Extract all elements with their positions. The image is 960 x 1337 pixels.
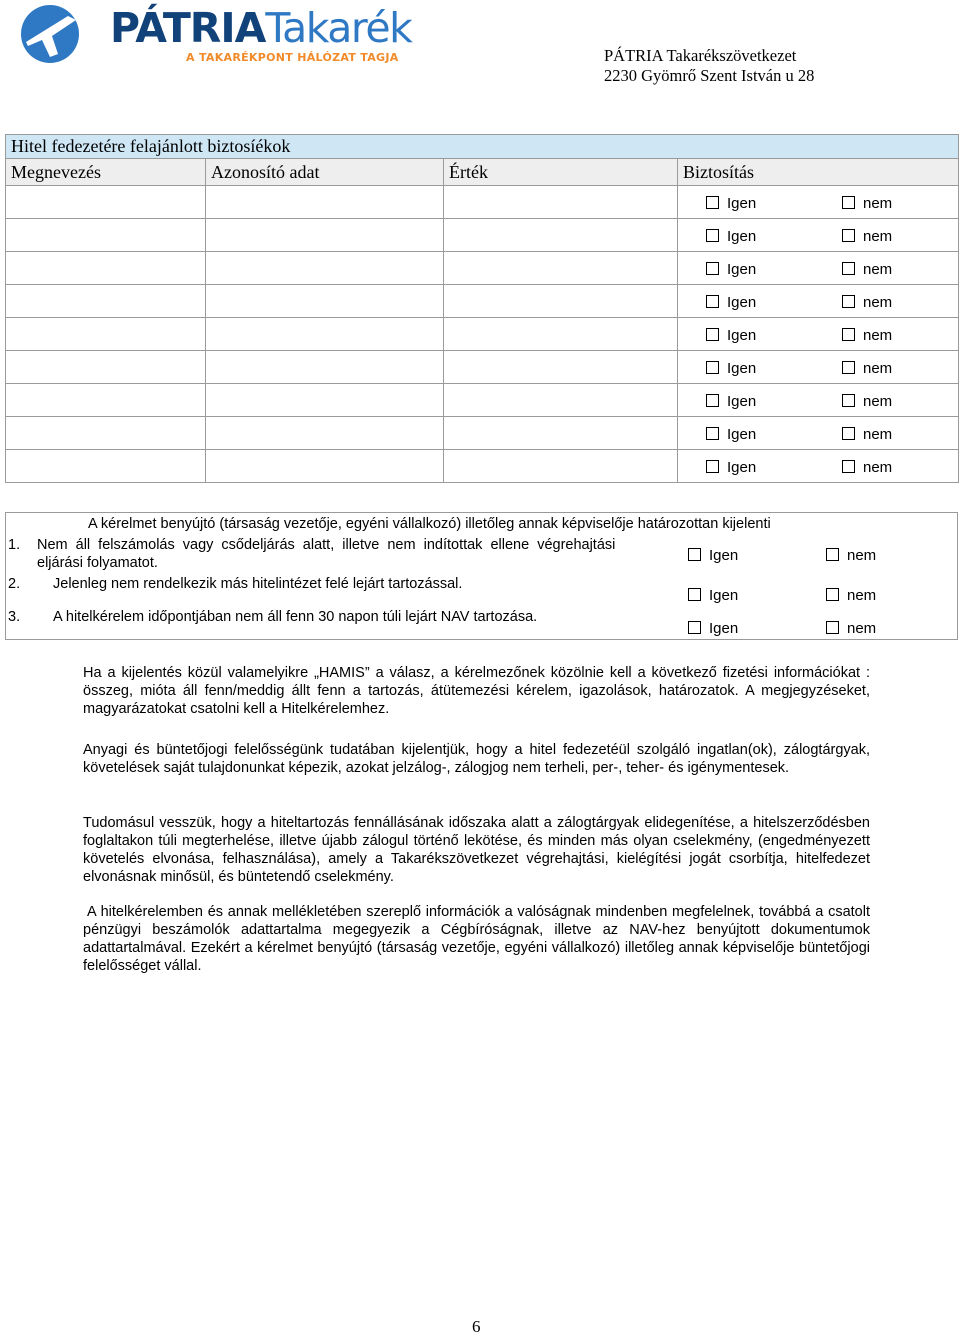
checkbox-icon bbox=[842, 262, 855, 275]
declaration-2-yes[interactable]: Igen bbox=[688, 587, 738, 604]
cell-name[interactable] bbox=[6, 384, 206, 417]
table-row bbox=[6, 285, 959, 318]
cell-id[interactable] bbox=[206, 318, 444, 351]
column-header-id: Azonosító adat bbox=[206, 159, 444, 186]
insurance-no-option[interactable]: nem bbox=[842, 459, 892, 476]
paragraph-false-answer: Ha a kijelentés közül valamelyikre „HAMIS” a válasz, a kérelmezőnek közölnie kell a következő fizetési információkat : összeg, mióta áll fenn/meddig állt fenn a tartozás, átütemezési kérelem, igazolások, határozatok. A megjegyzéseket, magyarázatokat csatolni kell a Hitelkérelemhez. bbox=[83, 665, 870, 717]
cell-value[interactable] bbox=[444, 252, 678, 285]
cell-name[interactable] bbox=[6, 450, 206, 483]
insurance-no-option[interactable]: nem bbox=[842, 327, 892, 344]
cell-id[interactable] bbox=[206, 285, 444, 318]
checkbox-icon bbox=[826, 621, 839, 634]
insurance-yes-option[interactable]: Igen bbox=[706, 393, 756, 410]
cell-name[interactable] bbox=[6, 186, 206, 219]
cell-insurance bbox=[678, 384, 959, 417]
item-text-line1: A hitelkérelem időpontjában nem áll fenn 30 napon túli lejárt NAV tartozása. bbox=[53, 609, 538, 625]
insurance-yes-option[interactable]: Igen bbox=[706, 195, 756, 212]
item-text-line2: eljárási folyamatot. bbox=[37, 555, 158, 571]
cell-value[interactable] bbox=[444, 417, 678, 450]
insurance-no-option[interactable]: nem bbox=[842, 393, 892, 410]
cell-insurance bbox=[678, 252, 959, 285]
cell-name[interactable] bbox=[6, 219, 206, 252]
cell-id[interactable] bbox=[206, 384, 444, 417]
cell-id[interactable] bbox=[206, 450, 444, 483]
paragraph-pledge: Tudomásul vesszük, hogy a hiteltartozás fennállásának időszaka alatt a zálogtárgyak elidegenítése, a hitelszerződésben foglaltakon túli megterhelése, illetve újabb zálogul történő lekötése, és minden más olyan cselekmény, (engedményezett követelés elvonása, felhasználása), amely a Takarékszövetkezet végrehajtási, kielégítési jogát csorbítja, hitelfedezet elvonásnak minősül, és büntetendő cselekmény. bbox=[83, 815, 870, 885]
cell-id[interactable] bbox=[206, 219, 444, 252]
checkbox-icon bbox=[706, 460, 719, 473]
logo-brand-text: PÁTRIATakarék bbox=[110, 4, 412, 52]
checkbox-icon bbox=[688, 548, 701, 561]
table-row bbox=[6, 186, 959, 219]
cell-name[interactable] bbox=[6, 417, 206, 450]
checkbox-icon bbox=[842, 295, 855, 308]
checkbox-icon bbox=[826, 548, 839, 561]
declaration-1-no[interactable]: nem bbox=[826, 547, 876, 564]
column-header-value: Érték bbox=[444, 159, 678, 186]
cell-value[interactable] bbox=[444, 450, 678, 483]
declaration-3-no[interactable]: nem bbox=[826, 620, 876, 637]
checkbox-icon bbox=[706, 328, 719, 341]
checkbox-icon bbox=[706, 196, 719, 209]
cell-insurance bbox=[678, 318, 959, 351]
checkbox-icon bbox=[842, 328, 855, 341]
insurance-yes-option[interactable]: Igen bbox=[706, 360, 756, 377]
cell-insurance bbox=[678, 417, 959, 450]
item-number: 1. bbox=[8, 537, 21, 553]
column-header-name: Megnevezés bbox=[6, 159, 206, 186]
insurance-yes-option[interactable]: Igen bbox=[706, 261, 756, 278]
cell-value[interactable] bbox=[444, 351, 678, 384]
company-info bbox=[604, 46, 814, 86]
declaration-2-no[interactable]: nem bbox=[826, 587, 876, 604]
table-title-row bbox=[6, 135, 959, 159]
insurance-no-option[interactable]: nem bbox=[842, 294, 892, 311]
declaration-1-yes[interactable]: Igen bbox=[688, 547, 738, 564]
cell-id[interactable] bbox=[206, 186, 444, 219]
insurance-no-option[interactable]: nem bbox=[842, 195, 892, 212]
insurance-yes-option[interactable]: Igen bbox=[706, 228, 756, 245]
declaration-box bbox=[5, 512, 958, 640]
cell-id[interactable] bbox=[206, 417, 444, 450]
item-text-line1: Nem áll felszámolás vagy csődeljárás alatt, illetve nem indítottak ellene végrehajtási bbox=[37, 537, 616, 553]
logo-tagline: A TAKARÉKPONT HÁLÓZAT TAGJA bbox=[186, 51, 399, 64]
insurance-no-option[interactable]: nem bbox=[842, 228, 892, 245]
table-row bbox=[6, 384, 959, 417]
insurance-no-option[interactable]: nem bbox=[842, 261, 892, 278]
checkbox-icon bbox=[706, 262, 719, 275]
cell-id[interactable] bbox=[206, 252, 444, 285]
checkbox-icon bbox=[842, 361, 855, 374]
cell-insurance bbox=[678, 219, 959, 252]
cell-value[interactable] bbox=[444, 219, 678, 252]
cell-name[interactable] bbox=[6, 252, 206, 285]
checkbox-icon bbox=[706, 295, 719, 308]
cell-value[interactable] bbox=[444, 318, 678, 351]
declaration-lead: A kérelmet benyújtó (társaság vezetője, egyéni vállalkozó) illetőleg annak képviselője határozottan kijelenti bbox=[88, 516, 771, 532]
cell-insurance bbox=[678, 450, 959, 483]
insurance-yes-option[interactable]: Igen bbox=[706, 459, 756, 476]
checkbox-icon bbox=[706, 361, 719, 374]
cell-insurance bbox=[678, 285, 959, 318]
cell-name[interactable] bbox=[6, 351, 206, 384]
cell-name[interactable] bbox=[6, 285, 206, 318]
paragraph-ownership: Anyagi és büntetőjogi felelősségünk tudatában kijelentjük, hogy a hitel fedezetéül szolgáló ingatlan(ok), zálogtárgyak, követelések saját tulajdonunkat képezik, azokat jelzálog-, zálogjog nem terheli, per-, teher- és igénymentesek. bbox=[83, 742, 870, 776]
column-header-insurance: Biztosítás bbox=[678, 159, 959, 186]
company-name: PÁTRIA Takarékszövetkezet bbox=[604, 46, 797, 65]
checkbox-icon bbox=[842, 394, 855, 407]
table-row bbox=[6, 417, 959, 450]
table-row bbox=[6, 351, 959, 384]
company-address: 2230 Gyömrő Szent István u 28 bbox=[604, 66, 815, 85]
table-row bbox=[6, 219, 959, 252]
paragraph-liability: A hitelkérelemben és annak mellékletében szereplő információk a valóságnak mindenben megfelelnek, továbbá a csatolt pénzügyi beszámolók adattartalma megegyezik a Cégbíróságnak, illetve az NAV-hez benyújtott dokumentumok adattartalmával. Ezekért a kérelmet benyújtó (társaság vezetője, egyéni vállalkozó) illetőleg annak képviselője büntetőjogi felelősséget vállal. bbox=[83, 904, 870, 974]
insurance-yes-option[interactable]: Igen bbox=[706, 294, 756, 311]
declaration-3-yes[interactable]: Igen bbox=[688, 620, 738, 637]
cell-value[interactable] bbox=[444, 285, 678, 318]
checkbox-icon bbox=[688, 588, 701, 601]
table-row bbox=[6, 252, 959, 285]
table-row bbox=[6, 318, 959, 351]
insurance-no-option[interactable]: nem bbox=[842, 426, 892, 443]
table-title: Hitel fedezetére felajánlott biztosíékok bbox=[6, 135, 959, 159]
item-text-line1: Jelenleg nem rendelkezik más hitelintézet felé lejárt tartozással. bbox=[53, 576, 463, 592]
checkbox-icon bbox=[706, 394, 719, 407]
plane-emblem-icon bbox=[18, 2, 82, 66]
checkbox-icon bbox=[842, 427, 855, 440]
item-number: 3. bbox=[8, 609, 21, 625]
insurance-yes-option[interactable]: Igen bbox=[706, 327, 756, 344]
cell-insurance bbox=[678, 186, 959, 219]
collateral-table bbox=[5, 134, 959, 483]
insurance-no-option[interactable]: nem bbox=[842, 360, 892, 377]
table-header-row bbox=[6, 159, 959, 186]
checkbox-icon bbox=[842, 229, 855, 242]
cell-insurance bbox=[678, 351, 959, 384]
checkbox-icon bbox=[842, 460, 855, 473]
cell-name[interactable] bbox=[6, 318, 206, 351]
cell-id[interactable] bbox=[206, 351, 444, 384]
page-number: 6 bbox=[472, 1317, 481, 1336]
insurance-yes-option[interactable]: Igen bbox=[706, 426, 756, 443]
checkbox-icon bbox=[706, 229, 719, 242]
checkbox-icon bbox=[706, 427, 719, 440]
cell-value[interactable] bbox=[444, 186, 678, 219]
item-number: 2. bbox=[8, 576, 21, 592]
checkbox-icon bbox=[826, 588, 839, 601]
checkbox-icon bbox=[842, 196, 855, 209]
cell-value[interactable] bbox=[444, 384, 678, 417]
checkbox-icon bbox=[688, 621, 701, 634]
patria-logo bbox=[18, 2, 412, 72]
table-row bbox=[6, 450, 959, 483]
